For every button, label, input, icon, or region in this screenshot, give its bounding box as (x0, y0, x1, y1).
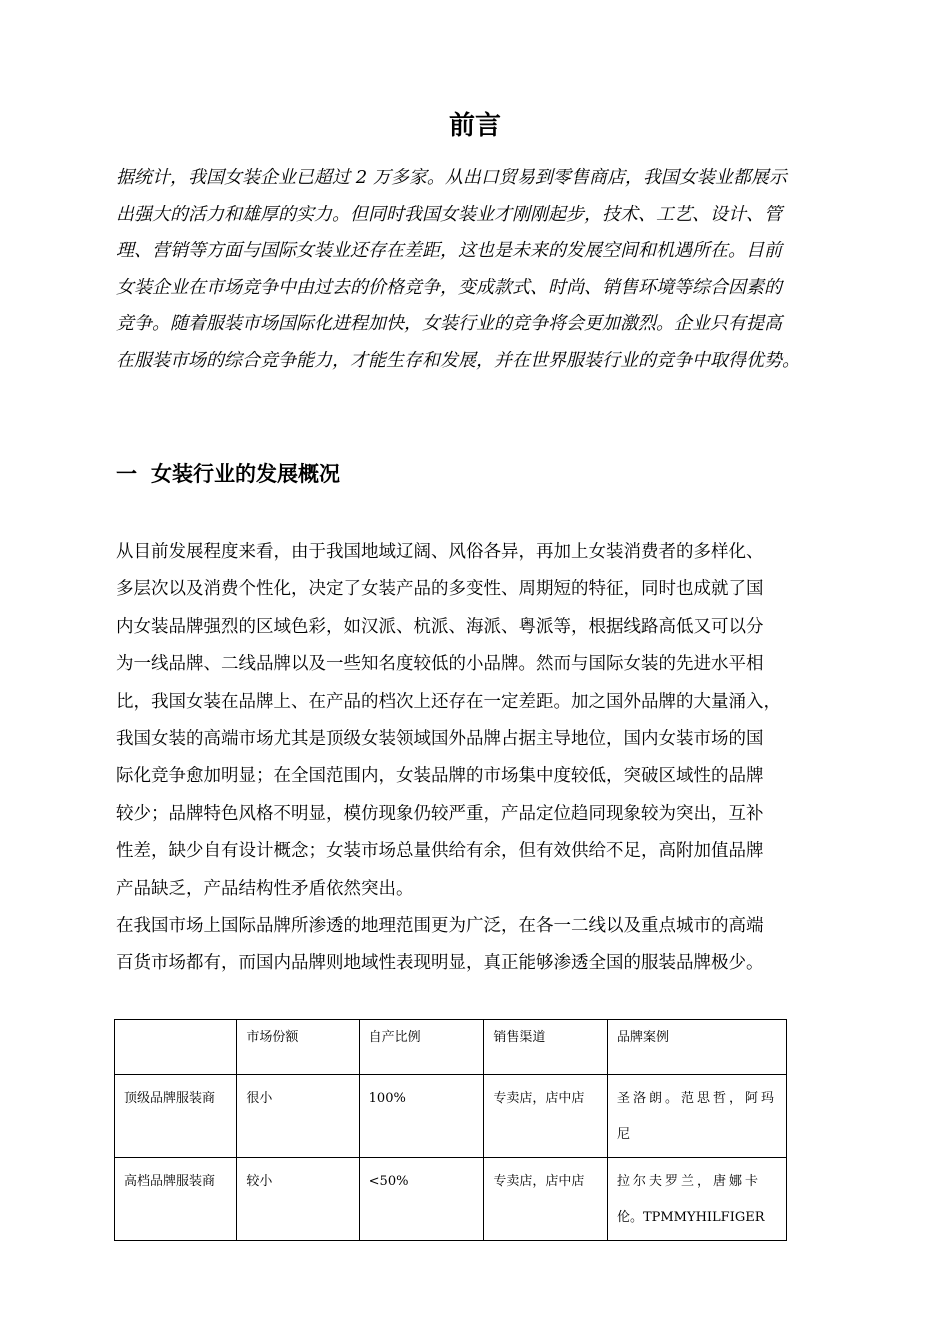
brand-line: 圣洛朗。范思哲，阿玛 (616, 1091, 777, 1106)
table-row (115, 1075, 787, 1158)
table-cell: <50% (359, 1158, 484, 1241)
table-cell: 专卖店，店中店 (484, 1158, 608, 1241)
body-line: 产品缺乏，产品结构性矛盾依然突出。 (116, 878, 414, 899)
table-header-cell: 自产比例 (359, 1020, 484, 1075)
table-cell: 很小 (237, 1075, 359, 1158)
page-title: 前言 (448, 111, 501, 141)
brand-line: 尼 (616, 1127, 630, 1142)
body-line: 从目前发展程度来看，由于我国地域辽阔、风俗各异，再加上女装消费者的多样化、 (116, 542, 764, 562)
table-row (115, 1158, 787, 1241)
brand-line: 拉尔夫罗兰，唐娜卡 (616, 1174, 761, 1189)
table-cell: 较小 (237, 1158, 359, 1241)
table-cell: 专卖店，店中店 (484, 1075, 608, 1158)
body-line: 为一线品牌、二线品牌以及一些知名度较低的小品牌。然而与国际女装的先进水平相 (116, 654, 764, 675)
body-line: 我国女装的高端市场尤其是顶级女装领域国外品牌占据主导地位，国内女装市场的国 (116, 728, 764, 749)
table-header-row (115, 1020, 787, 1075)
table-cell (607, 1075, 786, 1158)
table-header-cell: 销售渠道 (484, 1020, 608, 1075)
brand-comparison-table (114, 1019, 787, 1241)
body-line: 际化竞争愈加明显；在全国范围内，女装品牌的市场集中度较低，突破区域性的品牌 (116, 766, 764, 787)
section-number: 一 (116, 462, 137, 486)
table-cell: 100% (359, 1075, 484, 1158)
body-line: 内女装品牌强烈的区域色彩，如汉派、杭派、海派、粤派等，根据线路高低又可以分 (116, 616, 764, 637)
preface-line: 出强大的活力和雄厚的实力。但同时我国女装业才刚刚起步，技术、工艺、设计、管 (116, 203, 782, 225)
preface-line: 竞争。随着服装市场国际化进程加快，女装行业的竞争将会更加激烈。企业只有提高 (116, 313, 782, 334)
body-line: 在我国市场上国际品牌所渗透的地理范围更为广泛，在各一二线以及重点城市的高端 (116, 915, 764, 936)
preface-line: 女装企业在市场竞争中由过去的价格竞争，变成款式、时尚、销售环境等综合因素的 (116, 276, 782, 298)
body-line: 性差，缺少自有设计概念；女装市场总量供给有余，但有效供给不足，高附加值品牌 (116, 841, 764, 862)
body-line: 较少；品牌特色风格不明显，模仿现象仍较严重，产品定位趋同现象较为突出，互补 (116, 803, 764, 824)
preface-line: 理、营销等方面与国际女装业还存在差距，这也是未来的发展空间和机遇所在。目前 (116, 240, 782, 261)
table-header-cell: 市场份额 (237, 1020, 359, 1075)
section-body (116, 534, 856, 983)
table-header-cell: 品牌案例 (607, 1020, 786, 1075)
preface-paragraph (116, 160, 856, 379)
preface-line: 在服装市场的综合竞争能力，才能生存和发展，并在世界服装行业的竞争中取得优势。 (116, 349, 800, 371)
table-cell: 高档品牌服装商 (115, 1158, 237, 1241)
table-cell: 顶级品牌服装商 (115, 1075, 237, 1158)
section-heading (116, 456, 856, 492)
section-title: 女装行业的发展概况 (151, 462, 340, 486)
preface-line: 据统计，我国女装企业已超过 2 万多家。从出口贸易到零售商店，我国女装业都展示 (116, 167, 787, 188)
body-line: 比，我国女装在品牌上、在产品的档次上还存在一定差距。加之国外品牌的大量涌入， (116, 691, 781, 712)
brand-line: 伦。TPMMYHILFIGER (616, 1210, 765, 1225)
body-line: 百货市场都有，而国内品牌则地域性表现明显，真正能够渗透全国的服装品牌极少。 (116, 953, 764, 974)
body-line: 多层次以及消费个性化，决定了女装产品的多变性、周期短的特征，同时也成就了国 (116, 579, 764, 600)
table-cell (607, 1158, 786, 1241)
table-header-cell (115, 1020, 237, 1075)
